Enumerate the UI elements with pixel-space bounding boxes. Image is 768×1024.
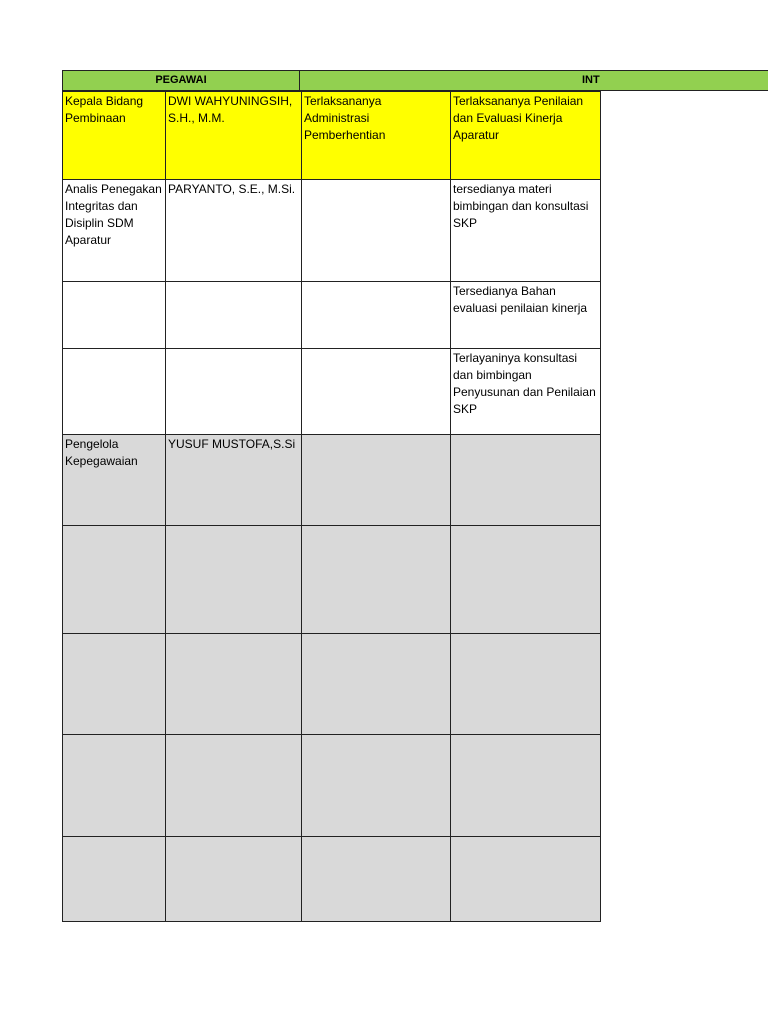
cell-nama[interactable] <box>166 349 302 435</box>
cell-indikator-1[interactable] <box>302 634 451 735</box>
cell-nama[interactable]: DWI WAHYUNINGSIH, S.H., M.M. <box>166 92 302 180</box>
table-row <box>63 634 601 735</box>
header-pegawai[interactable]: PEGAWAI <box>62 70 300 91</box>
cell-nama[interactable] <box>166 282 302 349</box>
cell-indikator-1[interactable] <box>302 735 451 837</box>
cell-indikator-1[interactable] <box>302 180 451 282</box>
cell-jabatan[interactable] <box>63 349 166 435</box>
cell-indikator-1[interactable] <box>302 349 451 435</box>
cell-jabatan[interactable] <box>63 837 166 922</box>
cell-jabatan[interactable]: Pengelola Kepegawaian <box>63 435 166 526</box>
cell-nama[interactable]: PARYANTO, S.E., M.Si. <box>166 180 302 282</box>
cell-nama[interactable] <box>166 526 302 634</box>
cell-jabatan[interactable] <box>63 735 166 837</box>
cell-indikator-2[interactable] <box>451 735 601 837</box>
cell-indikator-2[interactable]: Terlayaninya konsultasi dan bimbingan Penyusunan dan Penilaian SKP <box>451 349 601 435</box>
cell-indikator-2[interactable] <box>451 435 601 526</box>
cell-nama[interactable] <box>166 634 302 735</box>
cell-jabatan[interactable]: Analis Penegakan Integritas dan Disiplin SDM Aparatur <box>63 180 166 282</box>
table-row <box>63 92 601 180</box>
cell-indikator-2[interactable]: Terlaksananya Penilaian dan Evaluasi Kinerja Aparatur <box>451 92 601 180</box>
table-row <box>63 180 601 282</box>
data-table <box>62 91 601 922</box>
cell-jabatan[interactable] <box>63 282 166 349</box>
cell-indikator-2[interactable]: Tersedianya Bahan evaluasi penilaian kinerja <box>451 282 601 349</box>
header-int-label: INT <box>582 74 600 86</box>
cell-nama[interactable]: YUSUF MUSTOFA,S.Si <box>166 435 302 526</box>
cell-nama[interactable] <box>166 735 302 837</box>
table-row <box>63 526 601 634</box>
cell-indikator-1[interactable] <box>302 837 451 922</box>
cell-jabatan[interactable] <box>63 634 166 735</box>
header-int[interactable] <box>300 70 768 91</box>
table-row <box>63 282 601 349</box>
cell-indikator-2[interactable] <box>451 526 601 634</box>
cell-jabatan[interactable]: Kepala Bidang Pembinaan <box>63 92 166 180</box>
table-row <box>63 435 601 526</box>
cell-indikator-2[interactable] <box>451 837 601 922</box>
table-row <box>63 735 601 837</box>
table-row <box>63 349 601 435</box>
cell-indikator-2[interactable]: tersedianya materi bimbingan dan konsultasi SKP <box>451 180 601 282</box>
cell-indikator-2[interactable] <box>451 634 601 735</box>
cell-indikator-1[interactable] <box>302 526 451 634</box>
cell-indikator-1[interactable] <box>302 435 451 526</box>
table-row <box>63 837 601 922</box>
cell-indikator-1[interactable] <box>302 282 451 349</box>
cell-jabatan[interactable] <box>63 526 166 634</box>
cell-indikator-1[interactable]: Terlaksananya Administrasi Pemberhentian <box>302 92 451 180</box>
cell-nama[interactable] <box>166 837 302 922</box>
